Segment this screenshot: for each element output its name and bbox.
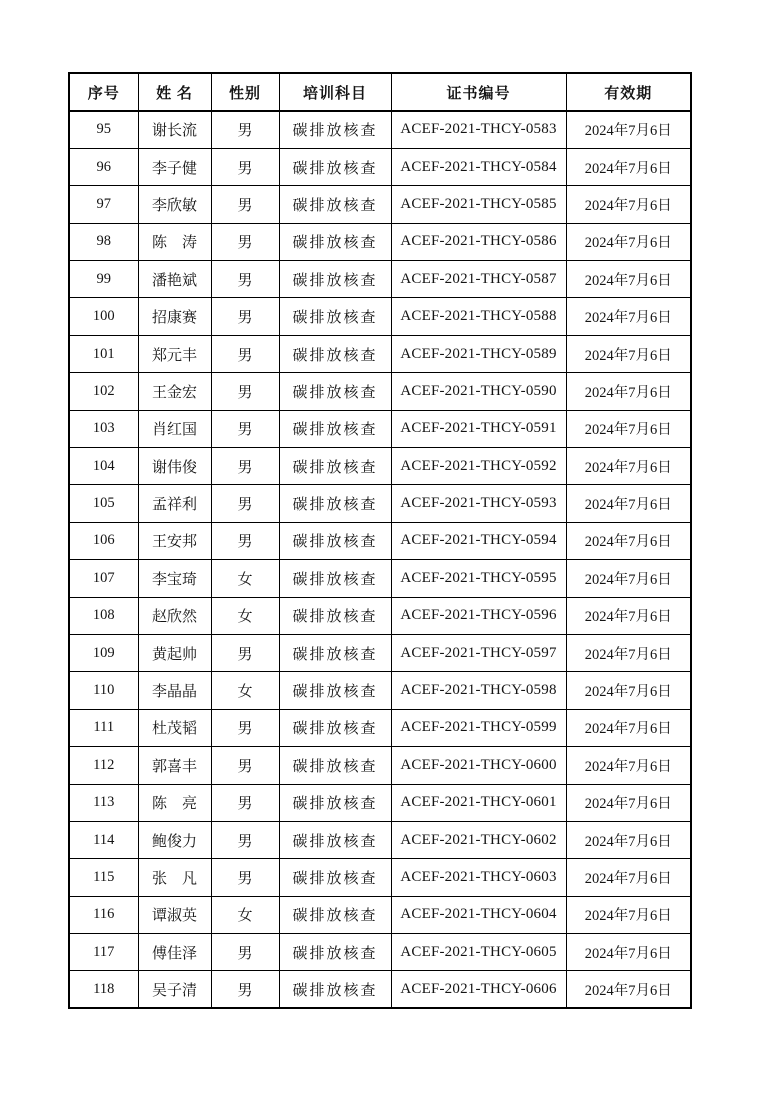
cell-name: 张 凡 [138, 859, 211, 896]
cell-gender: 男 [211, 784, 279, 821]
table-row [69, 672, 691, 709]
cell-serial: 107 [69, 560, 138, 597]
table-row [69, 298, 691, 335]
cell-gender: 男 [211, 522, 279, 559]
cell-validity: 2024年7月6日 [566, 859, 691, 896]
cell-name: 孟祥利 [138, 485, 211, 522]
cell-name: 潘艳斌 [138, 261, 211, 298]
cell-gender: 女 [211, 672, 279, 709]
cell-validity: 2024年7月6日 [566, 560, 691, 597]
cell-subject: 碳排放核查 [279, 223, 391, 260]
cell-gender: 男 [211, 448, 279, 485]
cell-validity: 2024年7月6日 [566, 821, 691, 858]
table-row [69, 934, 691, 971]
cell-name: 陈 亮 [138, 784, 211, 821]
cell-serial: 112 [69, 747, 138, 784]
cell-gender: 男 [211, 111, 279, 148]
cell-certificate: ACEF-2021-THCY-0583 [391, 111, 566, 148]
cell-validity: 2024年7月6日 [566, 448, 691, 485]
cell-certificate: ACEF-2021-THCY-0596 [391, 597, 566, 634]
cell-name: 谭淑英 [138, 896, 211, 933]
cell-gender: 男 [211, 709, 279, 746]
cell-validity: 2024年7月6日 [566, 597, 691, 634]
column-header-name: 姓 名 [138, 73, 211, 111]
cell-name: 傅佳泽 [138, 934, 211, 971]
cell-serial: 113 [69, 784, 138, 821]
cell-gender: 男 [211, 634, 279, 671]
cell-name: 王安邦 [138, 522, 211, 559]
cell-serial: 95 [69, 111, 138, 148]
cell-serial: 98 [69, 223, 138, 260]
cell-subject: 碳排放核查 [279, 560, 391, 597]
cell-gender: 男 [211, 859, 279, 896]
cell-serial: 100 [69, 298, 138, 335]
table-row [69, 261, 691, 298]
cell-serial: 114 [69, 821, 138, 858]
cell-name: 陈 涛 [138, 223, 211, 260]
cell-certificate: ACEF-2021-THCY-0589 [391, 335, 566, 372]
cell-subject: 碳排放核查 [279, 859, 391, 896]
cell-certificate: ACEF-2021-THCY-0594 [391, 522, 566, 559]
cell-validity: 2024年7月6日 [566, 747, 691, 784]
cell-name: 招康赛 [138, 298, 211, 335]
cell-serial: 103 [69, 410, 138, 447]
table-row [69, 335, 691, 372]
cell-validity: 2024年7月6日 [566, 186, 691, 223]
table-row [69, 634, 691, 671]
cell-serial: 99 [69, 261, 138, 298]
cell-subject: 碳排放核查 [279, 261, 391, 298]
column-header-certificate: 证书编号 [391, 73, 566, 111]
table-row [69, 859, 691, 896]
cell-name: 杜茂韬 [138, 709, 211, 746]
cell-validity: 2024年7月6日 [566, 485, 691, 522]
cell-validity: 2024年7月6日 [566, 335, 691, 372]
cell-certificate: ACEF-2021-THCY-0587 [391, 261, 566, 298]
cell-name: 李子健 [138, 148, 211, 185]
cell-subject: 碳排放核查 [279, 148, 391, 185]
cell-serial: 102 [69, 373, 138, 410]
cell-name: 李宝琦 [138, 560, 211, 597]
table-row [69, 410, 691, 447]
column-header-validity: 有效期 [566, 73, 691, 111]
cell-gender: 男 [211, 148, 279, 185]
cell-serial: 106 [69, 522, 138, 559]
cell-name: 谢长流 [138, 111, 211, 148]
cell-certificate: ACEF-2021-THCY-0604 [391, 896, 566, 933]
cell-certificate: ACEF-2021-THCY-0595 [391, 560, 566, 597]
cell-gender: 男 [211, 261, 279, 298]
cell-name: 黄起帅 [138, 634, 211, 671]
table-row [69, 186, 691, 223]
cell-subject: 碳排放核查 [279, 111, 391, 148]
cell-subject: 碳排放核查 [279, 971, 391, 1008]
table-row [69, 784, 691, 821]
cell-subject: 碳排放核查 [279, 410, 391, 447]
table-row [69, 597, 691, 634]
cell-name: 谢伟俊 [138, 448, 211, 485]
cell-certificate: ACEF-2021-THCY-0591 [391, 410, 566, 447]
cell-certificate: ACEF-2021-THCY-0584 [391, 148, 566, 185]
cell-validity: 2024年7月6日 [566, 410, 691, 447]
cell-certificate: ACEF-2021-THCY-0588 [391, 298, 566, 335]
column-header-serial: 序号 [69, 73, 138, 111]
cell-validity: 2024年7月6日 [566, 261, 691, 298]
cell-gender: 女 [211, 597, 279, 634]
cell-subject: 碳排放核查 [279, 298, 391, 335]
table-body [69, 111, 691, 1008]
cell-gender: 男 [211, 335, 279, 372]
cell-name: 郭喜丰 [138, 747, 211, 784]
cell-validity: 2024年7月6日 [566, 634, 691, 671]
cell-validity: 2024年7月6日 [566, 148, 691, 185]
cell-serial: 110 [69, 672, 138, 709]
cell-serial: 111 [69, 709, 138, 746]
cell-gender: 男 [211, 410, 279, 447]
cell-subject: 碳排放核查 [279, 522, 391, 559]
cell-subject: 碳排放核查 [279, 335, 391, 372]
cell-gender: 女 [211, 560, 279, 597]
cell-serial: 118 [69, 971, 138, 1008]
cell-certificate: ACEF-2021-THCY-0601 [391, 784, 566, 821]
cell-name: 肖红国 [138, 410, 211, 447]
cell-subject: 碳排放核查 [279, 485, 391, 522]
table-row [69, 448, 691, 485]
cell-name: 王金宏 [138, 373, 211, 410]
cell-validity: 2024年7月6日 [566, 373, 691, 410]
cell-gender: 男 [211, 934, 279, 971]
table-header [69, 73, 691, 111]
column-header-subject: 培训科目 [279, 73, 391, 111]
cell-serial: 109 [69, 634, 138, 671]
table-row [69, 896, 691, 933]
cell-validity: 2024年7月6日 [566, 709, 691, 746]
cell-name: 李晶晶 [138, 672, 211, 709]
cell-subject: 碳排放核查 [279, 672, 391, 709]
cell-serial: 117 [69, 934, 138, 971]
cell-certificate: ACEF-2021-THCY-0598 [391, 672, 566, 709]
table-row [69, 560, 691, 597]
table-row [69, 485, 691, 522]
cell-subject: 碳排放核查 [279, 784, 391, 821]
cell-serial: 105 [69, 485, 138, 522]
cell-validity: 2024年7月6日 [566, 522, 691, 559]
cell-gender: 男 [211, 186, 279, 223]
cell-validity: 2024年7月6日 [566, 223, 691, 260]
cell-validity: 2024年7月6日 [566, 784, 691, 821]
cell-certificate: ACEF-2021-THCY-0606 [391, 971, 566, 1008]
cell-subject: 碳排放核查 [279, 448, 391, 485]
cell-gender: 男 [211, 298, 279, 335]
cell-serial: 108 [69, 597, 138, 634]
cell-gender: 男 [211, 223, 279, 260]
cell-gender: 男 [211, 971, 279, 1008]
cell-subject: 碳排放核查 [279, 597, 391, 634]
cell-subject: 碳排放核查 [279, 821, 391, 858]
table-row [69, 223, 691, 260]
cell-validity: 2024年7月6日 [566, 111, 691, 148]
cell-certificate: ACEF-2021-THCY-0586 [391, 223, 566, 260]
cell-validity: 2024年7月6日 [566, 672, 691, 709]
cell-serial: 116 [69, 896, 138, 933]
cell-certificate: ACEF-2021-THCY-0602 [391, 821, 566, 858]
table-row [69, 148, 691, 185]
cell-certificate: ACEF-2021-THCY-0593 [391, 485, 566, 522]
table-row [69, 971, 691, 1008]
cell-certificate: ACEF-2021-THCY-0592 [391, 448, 566, 485]
cell-subject: 碳排放核查 [279, 934, 391, 971]
cell-validity: 2024年7月6日 [566, 896, 691, 933]
cell-certificate: ACEF-2021-THCY-0585 [391, 186, 566, 223]
cell-certificate: ACEF-2021-THCY-0600 [391, 747, 566, 784]
cell-subject: 碳排放核查 [279, 896, 391, 933]
cell-name: 鲍俊力 [138, 821, 211, 858]
cell-serial: 115 [69, 859, 138, 896]
cell-gender: 男 [211, 485, 279, 522]
cell-name: 郑元丰 [138, 335, 211, 372]
cell-subject: 碳排放核查 [279, 373, 391, 410]
cell-gender: 男 [211, 373, 279, 410]
cell-certificate: ACEF-2021-THCY-0605 [391, 934, 566, 971]
cell-name: 赵欣然 [138, 597, 211, 634]
table-row [69, 709, 691, 746]
cell-subject: 碳排放核查 [279, 709, 391, 746]
cell-subject: 碳排放核查 [279, 634, 391, 671]
certificates-table [68, 72, 692, 1009]
header-row [69, 73, 691, 111]
cell-validity: 2024年7月6日 [566, 934, 691, 971]
cell-subject: 碳排放核查 [279, 186, 391, 223]
cell-serial: 104 [69, 448, 138, 485]
cell-validity: 2024年7月6日 [566, 298, 691, 335]
cell-gender: 女 [211, 896, 279, 933]
cell-serial: 101 [69, 335, 138, 372]
cell-serial: 96 [69, 148, 138, 185]
table-row [69, 373, 691, 410]
cell-gender: 男 [211, 821, 279, 858]
table-row [69, 821, 691, 858]
table-row [69, 747, 691, 784]
cell-name: 吴子清 [138, 971, 211, 1008]
cell-certificate: ACEF-2021-THCY-0590 [391, 373, 566, 410]
column-header-gender: 性别 [211, 73, 279, 111]
cell-certificate: ACEF-2021-THCY-0603 [391, 859, 566, 896]
cell-name: 李欣敏 [138, 186, 211, 223]
cell-gender: 男 [211, 747, 279, 784]
cell-serial: 97 [69, 186, 138, 223]
cell-subject: 碳排放核查 [279, 747, 391, 784]
table-row [69, 111, 691, 148]
table-row [69, 522, 691, 559]
cell-certificate: ACEF-2021-THCY-0599 [391, 709, 566, 746]
cell-validity: 2024年7月6日 [566, 971, 691, 1008]
cell-certificate: ACEF-2021-THCY-0597 [391, 634, 566, 671]
